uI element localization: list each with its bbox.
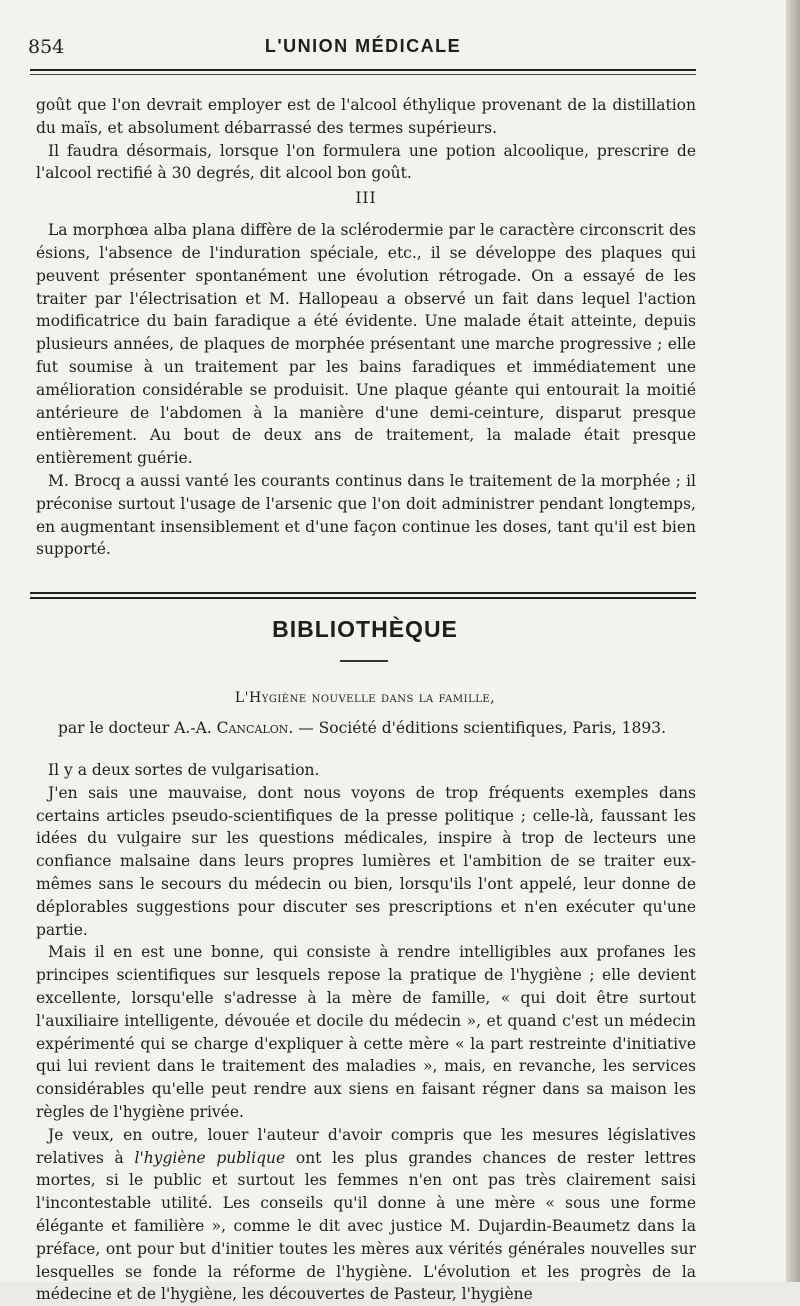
paragraph: Il faudra désormais, lorsque l'on formulera une potion alcoolique, prescrire de l'alcool rectifié à 30 degrés, dit alcool bon goût. bbox=[36, 141, 696, 183]
publisher: — Société d'éditions scientifiques, Paris, 1893. bbox=[293, 719, 667, 737]
text-run: ont les plus grandes chances de rester lettres mortes, si le public et surtout les femmes n'en ont pas très clairement saisi l'incontestable utilité. Les conseils qu'il donne à une mère « sous une forme élégante et familière », comme le dit avec justice M. Dujardin-Beaumetz dans la préface, ont pour but d'initier toutes les mères aux vérités générales nouvelles sur lesquelles se fonde la réforme de l'hygiène. L'évolution et les progrès de la médecine et de l'hygiène, les découvertes de Pasteur, l'hygiène bbox=[36, 1148, 697, 1304]
review-body bbox=[36, 759, 696, 1306]
author-name: A.-A. Cancalon. bbox=[174, 719, 294, 737]
text-run: Je veux, en outre, louer l'auteur d'avoir compris que les mesures législatives relatives à bbox=[36, 1125, 696, 1167]
journal-title: L'UNION MÉDICALE bbox=[264, 36, 462, 56]
paragraph: M. Brocq a aussi vanté les courants continus dans le traitement de la morphée ; il préconise surtout l'usage de l'arsenic que l'on doit administrer pendant longtemps, en augmentant insensiblement et d'une façon continue les doses, tant qu'il est bien supporté. bbox=[36, 471, 696, 559]
section-title: BIBLIOTHÈQUE bbox=[272, 616, 458, 642]
paragraph: J'en sais une mauvaise, dont nous voyons de trop fréquents exemples dans certains articles pseudo-scientifiques de la presse politique ; celle-là, faussant les idées du vulgaire sur les questions médicales, inspire à trop de lecteurs une confiance malsaine dans leurs propres lumières et l'ambition de se traiter eux-mêmes sans le secours du médecin ou bien, lorsqu'ils l'ont appelé, leur donne de déplorables suggestions pour discuter ses prescriptions et n'en exécuter qu'une partie. bbox=[36, 783, 696, 939]
header-rule-thin bbox=[30, 74, 696, 75]
header-rule bbox=[30, 69, 696, 71]
section-divider bbox=[30, 592, 696, 594]
title-underline bbox=[340, 660, 388, 662]
paragraph bbox=[36, 1124, 696, 1306]
italic-term: l'hygiène publique bbox=[134, 1148, 286, 1167]
running-header bbox=[28, 36, 698, 64]
page-number: 854 bbox=[28, 36, 65, 58]
author-prefix: par le docteur bbox=[58, 719, 175, 737]
paragraph: Mais il en est une bonne, qui consiste à rendre intelligibles aux profanes les principes scientifiques sur lesquels repose la pratique de l'hygiène ; elle devient excellente, lorsqu'elle s'adresse à la mère de famille, « qui doit être surtout l'auxiliaire intelligente, dévouée et docile du médecin », et quand c'est un médecin expérimenté qui se charge d'expliquer à cette mère « la part restreinte d'initiative qui lui revient dans le traitement des maladies », mais, en revanche, les services considérables qu'elle peut rendre aux siens en faisant régner dans sa maison les règles de l'hygiène privée. bbox=[36, 943, 696, 1121]
section-number: III bbox=[355, 189, 377, 208]
page-spine-shadow bbox=[786, 0, 800, 1282]
paragraph: La morphœa alba plana diffère de la sclérodermie par le caractère circonscrit des ésions, l'absence de l'induration spéciale, etc., il se développe des plaques qui peuvent présenter spontanément une évolution rétrogade. On a essayé de les traiter par l'électrisation et M. Hallopeau a observé un fait dans lequel l'action modificatrice du bain faradique a été évidente. Une malade était atteinte, depuis plusieurs années, de plaques de morphée présentant une marche progressive ; elle fut soumise à un traitement par les bains faradiques et immédiatement une amélioration considérable se produisit. Une plaque géante qui entourait la moitié antérieure de l'abdomen à la manière d'une demi-ceinture, disparut presque entièrement. Au bout de deux ans de traitement, la malade était presque entièrement guérie. bbox=[36, 221, 696, 468]
paragraph: Il y a deux sortes de vulgarisation. bbox=[48, 761, 320, 779]
book-title: L'Hygiène nouvelle dans la famille, bbox=[234, 690, 496, 706]
paragraph: goût que l'on devrait employer est de l'alcool éthylique provenant de la distillation du maïs, et absolument débarrassé des termes supérieurs. bbox=[36, 96, 696, 137]
book-citation bbox=[58, 719, 708, 737]
section-continuation bbox=[36, 94, 696, 561]
section-divider-second bbox=[30, 597, 696, 599]
